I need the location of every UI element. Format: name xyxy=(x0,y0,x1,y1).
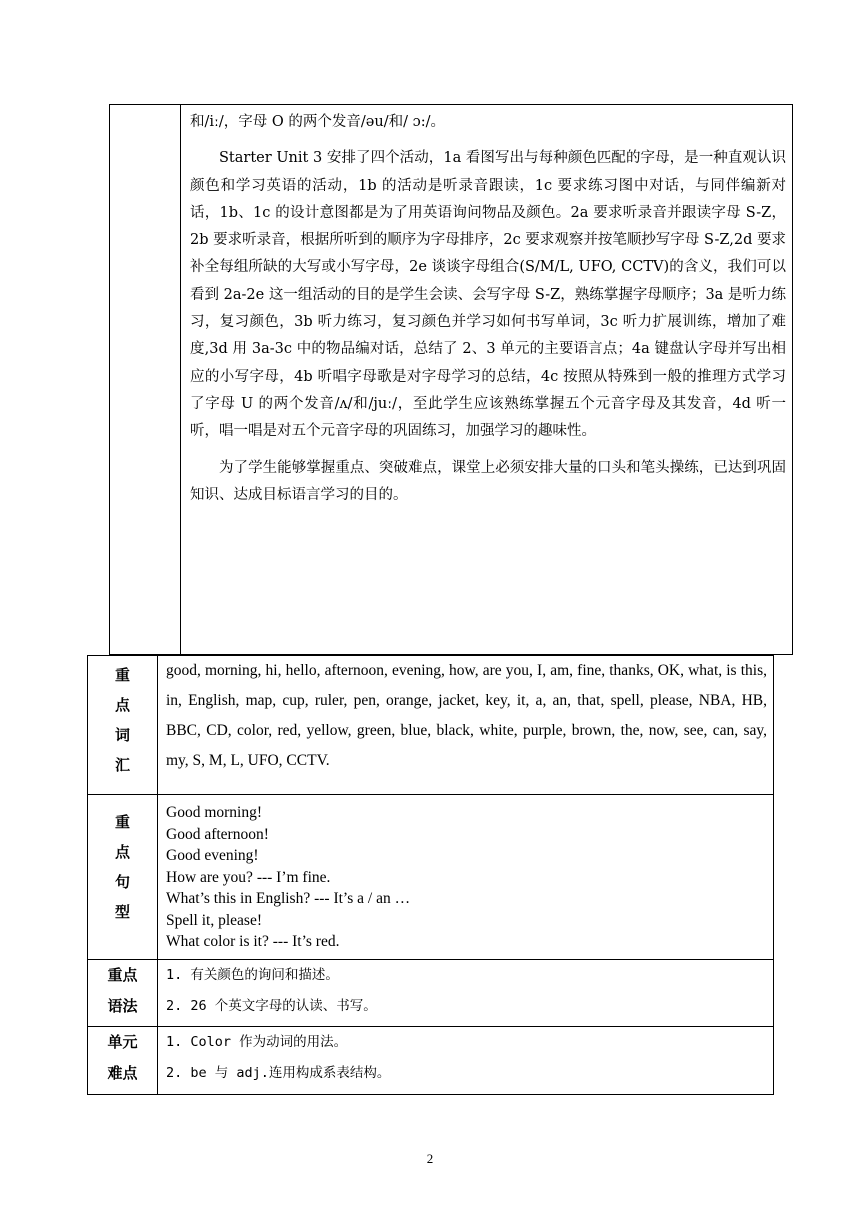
label-char: 点 xyxy=(114,696,130,714)
difficulties-row xyxy=(88,1027,774,1095)
sentence-line: Good evening! xyxy=(166,847,259,864)
difficulties-cell xyxy=(158,1027,774,1095)
sentence-line: What color is it? --- It’s red. xyxy=(166,933,340,950)
sentences-label xyxy=(88,795,158,960)
label-text: 语法 xyxy=(107,997,138,1015)
sentence-line: How are you? --- I’m fine. xyxy=(166,868,331,886)
label-char: 重 xyxy=(114,813,130,831)
label-char: 点 xyxy=(114,843,130,861)
difficulties-label xyxy=(88,1027,158,1095)
sentences-cell xyxy=(158,795,774,960)
analysis-table xyxy=(109,104,793,655)
grammar-cell xyxy=(158,960,774,1027)
label-text: 单元 xyxy=(107,1033,138,1051)
sentence-line: Spell it, please! xyxy=(166,911,262,929)
label-char: 型 xyxy=(114,903,130,921)
grammar-line: 1. 有关颜色的询问和描述。 xyxy=(166,967,339,983)
label-text: 重点 xyxy=(107,966,138,984)
grammar-line: 2. 26 个英文字母的认读、书写。 xyxy=(166,998,377,1014)
sentence-line: Good morning! xyxy=(166,804,263,821)
empty-label-cell xyxy=(110,105,181,655)
analysis-content-cell xyxy=(181,105,793,655)
vocab-text: good, morning, hi, hello, afternoon, evening, how, are you, I, am, fine, thanks, OK, what, is this, in, English, map, cup, ruler, pen, orange, jacket, key, it, a, an, that, spell, please, NBA, HB, BBC, CD, color, red, yellow, green, blue, black, white, purple, brown, the, now, see, can, say, my, S, M, L, UFO, CCTV. xyxy=(158,656,774,795)
sentence-line: Good afternoon! xyxy=(166,825,269,843)
label-char: 词 xyxy=(114,726,130,744)
analysis-paragraph-1: 和/iː/，字母 O 的两个发音/əu/和/ ɔ:/。 xyxy=(190,114,445,130)
grammar-label xyxy=(88,960,158,1027)
label-char: 句 xyxy=(114,873,130,891)
analysis-paragraph-3: 为了学生能够掌握重点、突破难点，课堂上必须安排大量的口头和笔头操练，已达到巩固知识、达成目标语言学习的目的。 xyxy=(190,459,786,503)
analysis-paragraph-2: Starter Unit 3 安排了四个活动，1a 看图写出与每种颜色匹配的字母，是一种直观认识颜色和学习英语的活动，1b 的活动是听录音跟读，1c 要求练习图中对话，与同伴编新对话，1b、1c 的设计意图都是为了用英语询问物品及颜色。2a 要求听录音并跟读字母 S-Z，2b 要求听录音，根据所听到的顺序为字母排序，2c 要求观察并按笔顺抄写字母 S-Z,2d 要求补全每组所缺的大写或小写字母，2e 谈谈字母组合(S/M/L, UFO, CCTV)的含义，我们可以看到 2a-2e 这一组活动的目的是学生会读、会写字母 S-Z，熟练掌握字母顺序；3a 是听力练习，复习颜色，3b 听力练习，复习颜色并学习如何书写单词，3c 听力扩展训练，增加了难度,3d 用 3a-3c 中的物品编对话，总结了 2、3 单元的主要语言点；4a 键盘认字母并写出相应的小写字母，4b 听唱字母歌是对字母学习的总结，4c 按照从特殊到一般的推理方式学习了字母 U 的两个发音/ʌ/和/juː/，至此学生应该熟练掌握五个元音字母及其发音，4d 听一听，唱一唱是对五个元音字母的巩固练习，加强学习的趣味性。 xyxy=(190,150,786,440)
vocab-row xyxy=(88,656,774,795)
sentence-line: What’s this in English? --- It’s a / an … xyxy=(166,890,411,907)
difficulty-line: 2. be 与 adj.连用构成系表结构。 xyxy=(166,1065,391,1081)
label-char: 汇 xyxy=(114,756,130,774)
label-char: 重 xyxy=(114,666,130,684)
page-number: 2 xyxy=(426,1151,434,1166)
grammar-row xyxy=(88,960,774,1027)
sentences-row xyxy=(88,795,774,960)
key-points-table xyxy=(87,655,774,1095)
vocab-label xyxy=(88,656,158,795)
difficulty-line: 1. Color 作为动词的用法。 xyxy=(166,1034,348,1050)
label-text: 难点 xyxy=(107,1064,138,1082)
